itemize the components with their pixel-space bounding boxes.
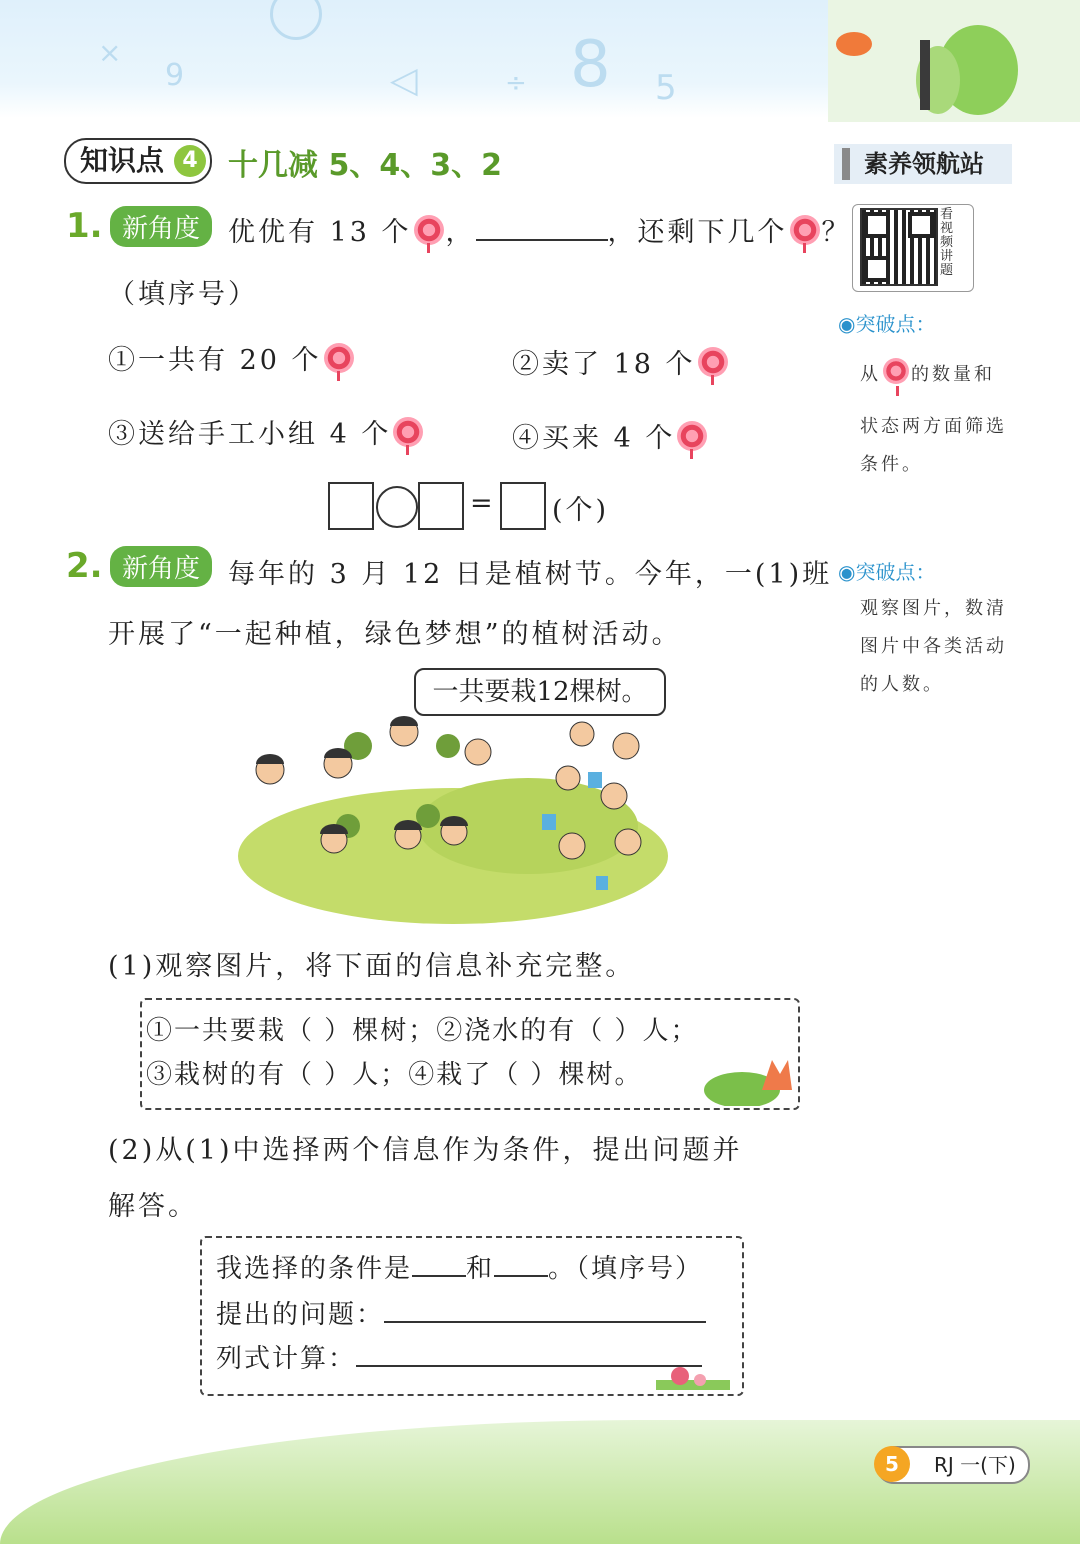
topic-title: 十几减 5、4、3、2	[228, 148, 502, 183]
option-text: ①一共有 20 个	[108, 345, 322, 376]
q1-option[interactable]	[108, 412, 425, 451]
answer-line-calc[interactable]	[216, 1338, 702, 1375]
qr-caption: 看视频讲题	[940, 207, 954, 278]
knowledge-point-label	[64, 138, 212, 184]
info-line[interactable]: ①一共要栽（ ）棵树；②浇水的有（ ）人；	[146, 1016, 699, 1046]
breakthrough-heading: ◉突破点：	[838, 560, 936, 584]
answer-text: 列式计算：	[216, 1344, 357, 1374]
tree-planting-illustration	[228, 706, 678, 928]
knowledge-label-text: 知识点	[80, 144, 165, 177]
leaf-icon	[828, 0, 1080, 122]
unit-label: (个)	[552, 495, 610, 526]
new-angle-badge: 新角度	[110, 206, 212, 247]
answer-blank[interactable]	[384, 1299, 706, 1323]
page-indicator	[876, 1446, 1030, 1484]
qr-code[interactable]	[860, 208, 938, 286]
option-text: ②卖了 18 个	[512, 349, 696, 380]
note-text: 观察图片，数清	[860, 598, 1007, 619]
speech-bubble: 一共要栽12棵树。	[414, 668, 666, 716]
chinese-knot-icon	[414, 215, 444, 245]
note-text: 从	[860, 364, 881, 385]
q1-option[interactable]	[108, 338, 356, 377]
breakthrough-heading: ◉突破点：	[838, 312, 936, 336]
note-text: 图片中各类活动	[860, 636, 1007, 657]
answer-blank[interactable]	[412, 1253, 466, 1277]
chinese-knot-icon	[677, 421, 707, 451]
chinese-knot-icon	[698, 347, 728, 377]
page-number: 5	[874, 1446, 910, 1482]
q1-text: ，	[445, 217, 476, 248]
decor-glyph: 9	[165, 58, 185, 93]
option-text: ④买来 4 个	[512, 423, 676, 454]
decor-glyph: ×	[98, 36, 122, 69]
q1-hint: （填序号）	[108, 279, 258, 310]
answer-line-question[interactable]	[216, 1294, 706, 1331]
q2-stem-line1: 每年的 3 月 12 日是植树节。今年，一(1)班	[228, 559, 833, 590]
sub-question-1: (1)观察图片，将下面的信息补充完整。	[108, 951, 636, 982]
answer-text: 。（填序号）	[548, 1254, 704, 1284]
q1-option[interactable]	[512, 416, 709, 455]
note-text: 的数量和	[911, 364, 995, 385]
answer-blank[interactable]	[476, 213, 608, 241]
chinese-knot-icon	[324, 343, 354, 373]
sub-question-2-cont: 解答。	[108, 1191, 198, 1222]
q1-option[interactable]	[512, 342, 730, 381]
decor-glyph: ÷	[505, 68, 527, 98]
answer-text: 和	[466, 1254, 495, 1284]
note-text: 的人数。	[860, 674, 944, 695]
decor-glyph: 8	[570, 28, 611, 102]
q1-text: ？	[821, 217, 852, 248]
mushroom-icon	[656, 1364, 730, 1392]
sub-question-2: (2)从(1)中选择两个信息作为条件，提出问题并	[108, 1135, 743, 1166]
edition-label: RJ 一(下)	[934, 1453, 1016, 1477]
q1-stem	[228, 210, 852, 249]
lighthouse-icon	[842, 148, 850, 180]
new-angle-badge: 新角度	[110, 546, 212, 587]
plant-illustration	[828, 0, 1080, 122]
chinese-knot-icon	[790, 215, 820, 245]
equation-box[interactable]	[328, 482, 374, 530]
answer-blank[interactable]	[494, 1253, 548, 1277]
answer-text: 我选择的条件是	[216, 1254, 413, 1284]
breakthrough-note	[860, 590, 1030, 704]
question-number: 2.	[66, 546, 103, 586]
option-text: ③送给手工小组 4 个	[108, 419, 392, 450]
side-panel-title	[834, 144, 1012, 184]
answer-blank[interactable]	[356, 1343, 702, 1367]
operator-circle[interactable]	[376, 486, 418, 528]
chinese-knot-icon	[393, 417, 423, 447]
answer-text: 提出的问题：	[216, 1300, 385, 1330]
chinese-knot-icon	[883, 358, 909, 384]
fox-bush-illustration	[702, 1050, 798, 1106]
info-line[interactable]: ③栽树的有（ ）人；④栽了（ ）棵树。	[146, 1060, 643, 1090]
q1-text: 优优有 13 个	[228, 217, 412, 248]
q2-stem-line2: 开展了“一起种植，绿色梦想”的植树活动。	[108, 619, 682, 650]
decor-glyph: ◁	[390, 60, 418, 101]
question-number: 1.	[66, 206, 103, 246]
knowledge-number: 4	[174, 145, 206, 177]
equals-sign: =	[470, 488, 496, 519]
equation-box[interactable]	[418, 482, 464, 530]
note-text: 条件。	[860, 454, 923, 475]
equation-box[interactable]	[500, 482, 546, 530]
decor-glyph: 5	[655, 68, 677, 108]
note-text: 状态两方面筛选	[860, 416, 1007, 437]
side-title-text: 素养领航站	[864, 150, 984, 178]
q1-text: ，还剩下几个	[607, 217, 788, 248]
answer-line-conditions[interactable]	[216, 1248, 703, 1285]
breakthrough-note	[860, 356, 1030, 484]
